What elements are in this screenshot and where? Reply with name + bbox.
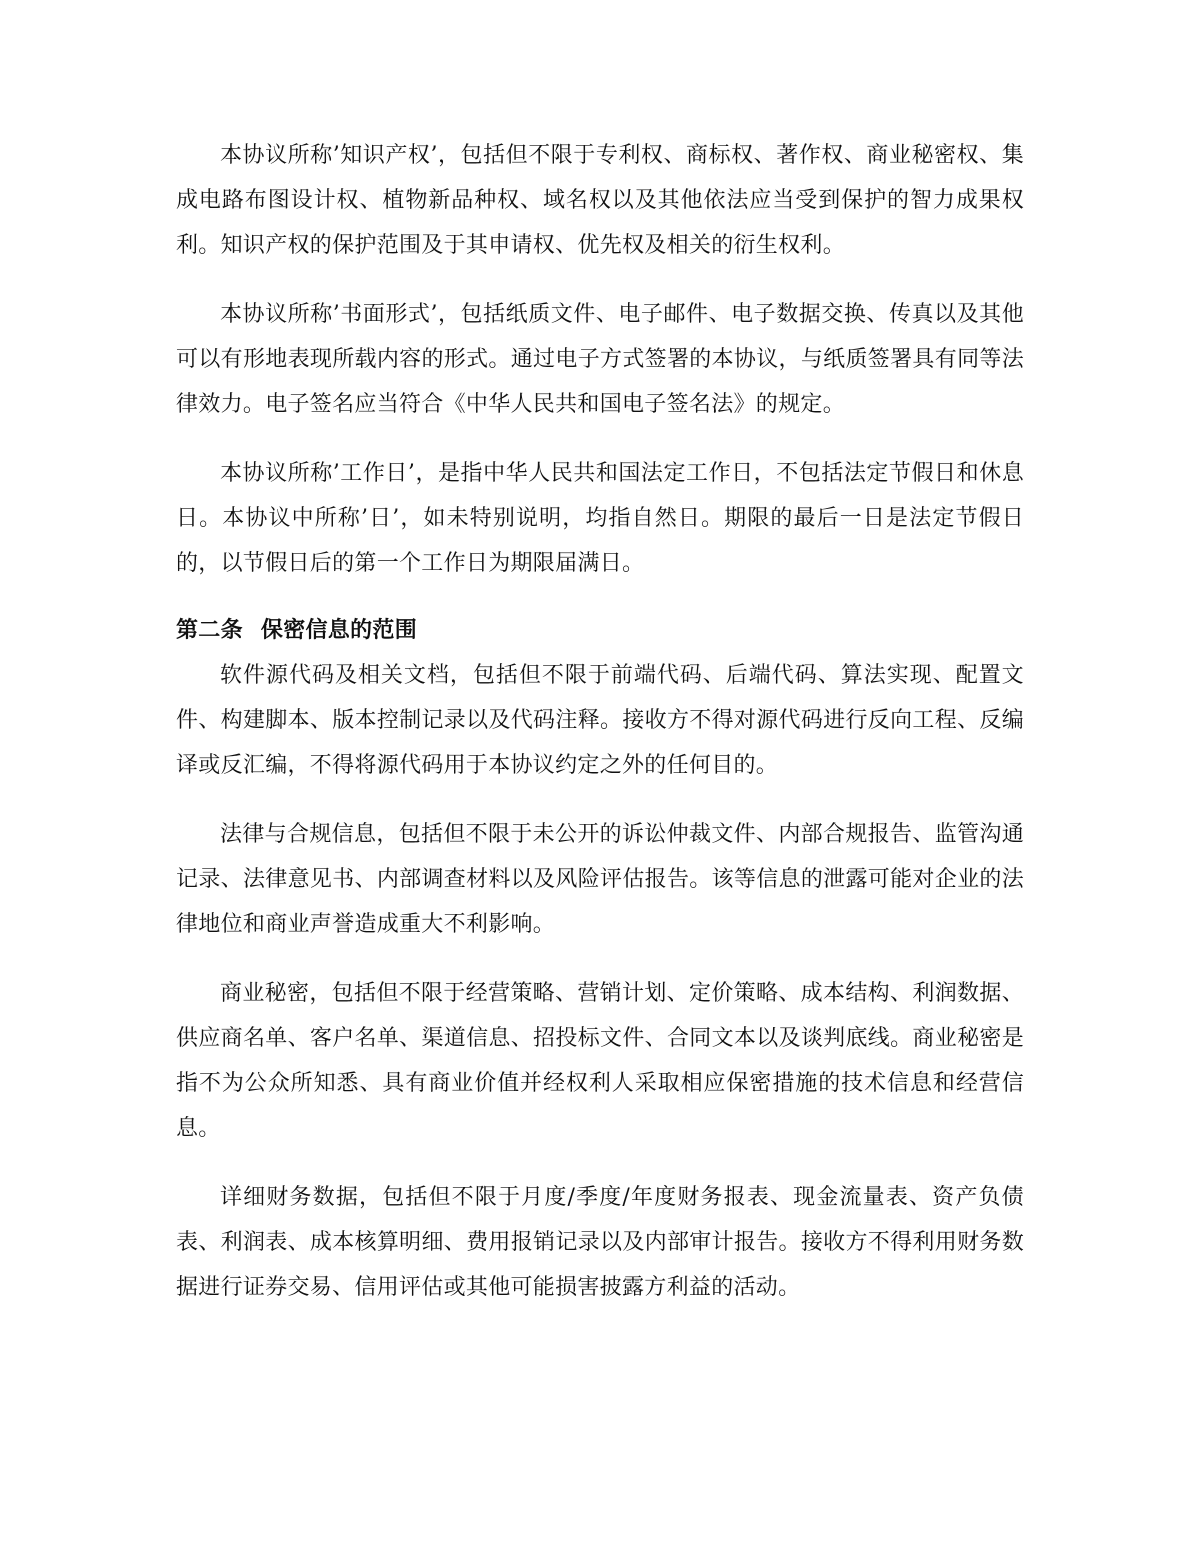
article-title: 保密信息的范围 — [260, 618, 418, 643]
source-code-paragraph: 软件源代码及相关文档，包括但不限于前端代码、后端代码、算法实现、配置文件、构建脚本、版本控制记录以及代码注释。接收方不得对源代码进行反向工程、反编译或反汇编，不得将源代码用于本协议约定之外的任何目的。 — [176, 663, 1024, 778]
financial-data-paragraph: 详细财务数据，包括但不限于月度/季度/年度财务报表、现金流量表、资产负债表、利润表、成本核算明细、费用报销记录以及内部审计报告。接收方不得利用财务数据进行证券交易、信用评估或其他可能损害披露方利益的活动。 — [176, 1185, 1024, 1300]
definition-ip-paragraph: 本协议所称’知识产权’，包括但不限于专利权、商标权、著作权、商业秘密权、集成电路布图设计权、植物新品种权、域名权以及其他依法应当受到保护的智力成果权利。知识产权的保护范围及于其申请权、优先权及相关的衍生权利。 — [176, 143, 1024, 258]
document-body — [176, 133, 1024, 1310]
definition-working-day-paragraph: 本协议所称’工作日’，是指中华人民共和国法定工作日，不包括法定节假日和休息日。本协议中所称’日’，如未特别说明，均指自然日。期限的最后一日是法定节假日的，以节假日后的第一个工作日为期限届满日。 — [176, 461, 1024, 576]
article-2-heading — [176, 608, 1024, 653]
legal-compliance-paragraph: 法律与合规信息，包括但不限于未公开的诉讼仲裁文件、内部合规报告、监管沟通记录、法律意见书、内部调查材料以及风险评估报告。该等信息的泄露可能对企业的法律地位和商业声誉造成重大不利影响。 — [176, 822, 1024, 937]
definition-written-form-paragraph: 本协议所称’书面形式’，包括纸质文件、电子邮件、电子数据交换、传真以及其他可以有形地表现所载内容的形式。通过电子方式签署的本协议，与纸质签署具有同等法律效力。电子签名应当符合《中华人民共和国电子签名法》的规定。 — [176, 302, 1024, 417]
trade-secret-paragraph: 商业秘密，包括但不限于经营策略、营销计划、定价策略、成本结构、利润数据、供应商名单、客户名单、渠道信息、招投标文件、合同文本以及谈判底线。商业秘密是指不为公众所知悉、具有商业价值并经权利人采取相应保密措施的技术信息和经营信息。 — [176, 981, 1024, 1141]
article-number: 第二条 — [176, 618, 243, 643]
